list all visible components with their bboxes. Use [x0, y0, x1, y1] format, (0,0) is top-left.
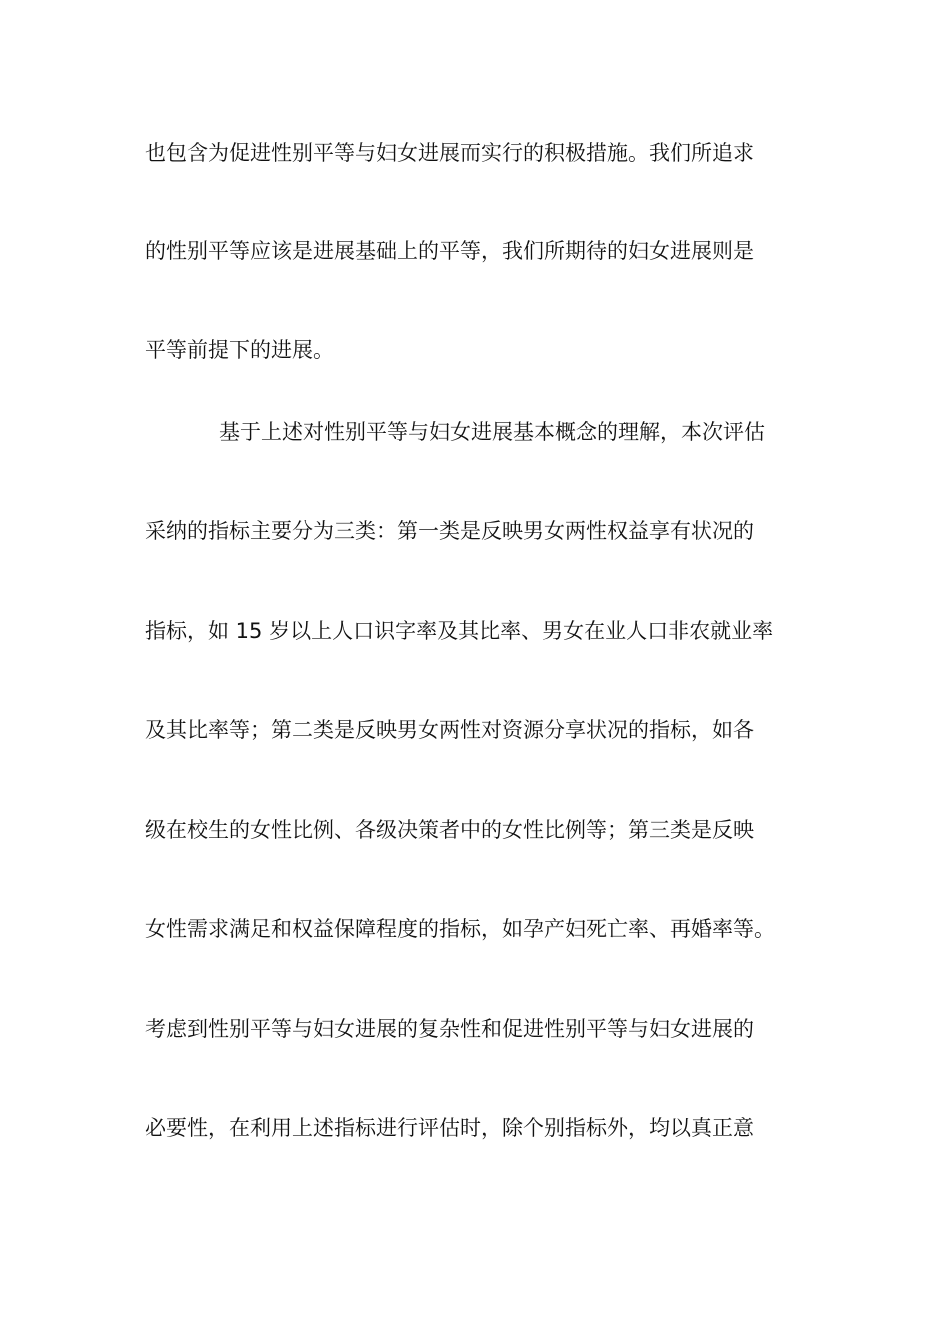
- text-line-4: 基于上述对性别平等与妇女进展基本概念的理解，本次评估: [219, 420, 765, 444]
- text-line-7: 及其比率等；第二类是反映男女两性对资源分享状况的指标，如各: [145, 718, 754, 742]
- text-line-11: 必要性，在利用上述指标进行评估时，除个别指标外，均以真正意: [145, 1116, 754, 1140]
- text-line-2: 的性别平等应该是进展基础上的平等，我们所期待的妇女进展则是: [145, 239, 754, 263]
- text-line-8: 级在校生的女性比例、各级决策者中的女性比例等；第三类是反映: [145, 818, 754, 842]
- text-line-3: 平等前提下的进展。: [145, 338, 334, 362]
- text-line-10: 考虑到性别平等与妇女进展的复杂性和促进性别平等与妇女进展的: [145, 1017, 754, 1041]
- text-line-9: 女性需求满足和权益保障程度的指标，如孕产妇死亡率、再婚率等。: [145, 917, 775, 941]
- text-line-5: 采纳的指标主要分为三类：第一类是反映男女两性权益享有状况的: [145, 519, 754, 543]
- text-line-1: 也包含为促进性别平等与妇女进展而实行的积极措施。我们所追求: [145, 141, 754, 165]
- text-line-6: 指标，如 15 岁以上人口识字率及其比率、男女在业人口非农就业率: [145, 619, 774, 643]
